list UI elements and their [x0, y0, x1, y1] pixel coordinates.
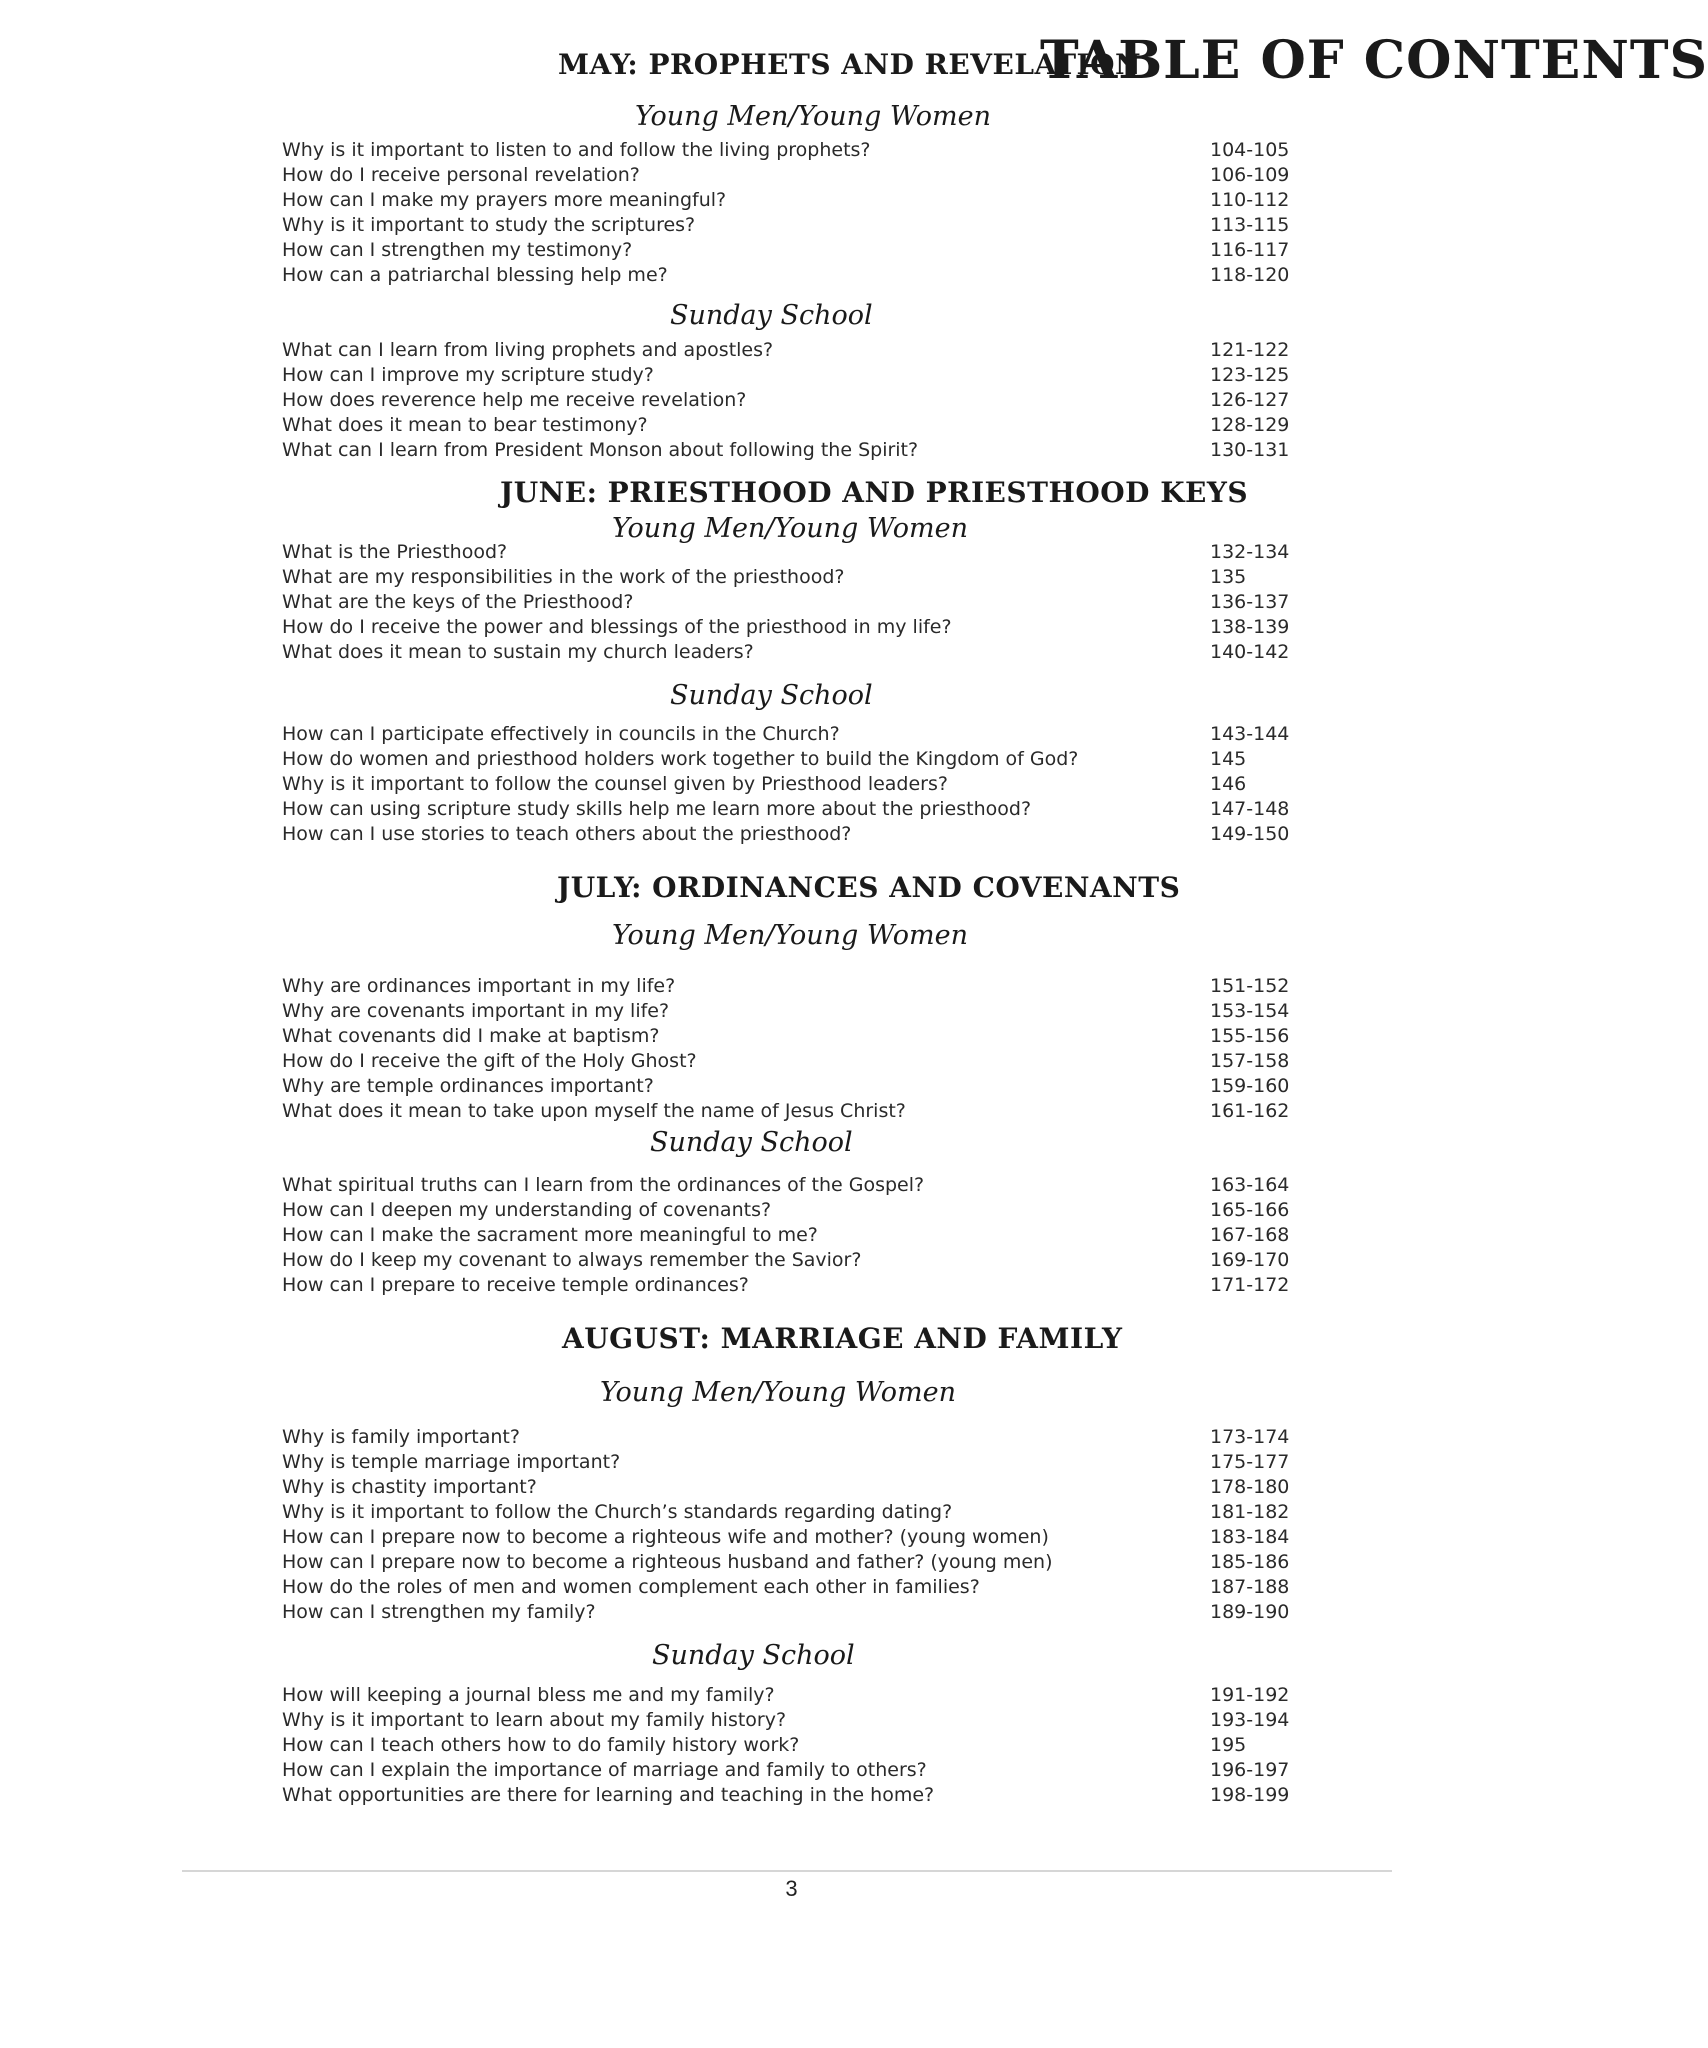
- toc-entry[interactable]: [282, 1500, 1302, 1525]
- entry-question: Why is it important to listen to and follow the living prophets?: [282, 139, 871, 161]
- toc-entry[interactable]: [282, 1575, 1302, 1600]
- entry-question: Why is it important to study the scriptures?: [282, 214, 696, 236]
- entry-pages: 161-162: [1210, 1100, 1290, 1122]
- toc-entry[interactable]: [282, 974, 1302, 999]
- entry-question: How can a patriarchal blessing help me?: [282, 264, 668, 286]
- entry-pages: 138-139: [1210, 616, 1290, 638]
- footer-divider: [182, 1870, 1392, 1872]
- entry-pages: 198-199: [1210, 1784, 1290, 1806]
- entry-question: What opportunities are there for learning and teaching in the home?: [282, 1784, 935, 1806]
- entry-question: How do I keep my covenant to always remember the Savior?: [282, 1249, 862, 1271]
- entry-pages: 128-129: [1210, 414, 1290, 436]
- toc-title: TABLE OF CONTENTS: [1040, 30, 1708, 91]
- subheading-may-ss: Sunday School: [670, 300, 873, 331]
- toc-entry[interactable]: [282, 797, 1302, 822]
- toc-entry[interactable]: [282, 438, 1302, 463]
- entry-pages: 146: [1210, 773, 1247, 795]
- toc-entry[interactable]: [282, 1450, 1302, 1475]
- entry-question: Why is it important to follow the counsel given by Priesthood leaders?: [282, 773, 948, 795]
- toc-entry[interactable]: [282, 747, 1302, 772]
- toc-entry[interactable]: [282, 565, 1302, 590]
- entry-question: How do I receive the gift of the Holy Ghost?: [282, 1050, 697, 1072]
- entry-question: Why are covenants important in my life?: [282, 1000, 670, 1022]
- page-number: 3: [785, 1876, 798, 1901]
- entry-pages: 181-182: [1210, 1501, 1290, 1523]
- toc-entry[interactable]: [282, 1049, 1302, 1074]
- subheading-june-ymyw: Young Men/Young Women: [612, 513, 969, 544]
- entry-question: How will keeping a journal bless me and my family?: [282, 1684, 775, 1706]
- entry-question: Why is family important?: [282, 1426, 520, 1448]
- toc-entry[interactable]: [282, 1273, 1302, 1298]
- entry-question: How can I strengthen my family?: [282, 1601, 596, 1623]
- entry-pages: 196-197: [1210, 1759, 1290, 1781]
- entry-pages: 121-122: [1210, 339, 1290, 361]
- toc-entry[interactable]: [282, 163, 1302, 188]
- entry-pages: 130-131: [1210, 439, 1290, 461]
- entry-pages: 193-194: [1210, 1709, 1290, 1731]
- entry-question: What is the Priesthood?: [282, 541, 508, 563]
- entry-question: How do I receive the power and blessings of the priesthood in my life?: [282, 616, 952, 638]
- toc-entry[interactable]: [282, 1708, 1302, 1733]
- entry-question: How can I prepare now to become a righteous husband and father? (young men): [282, 1551, 1053, 1573]
- entry-question: What does it mean to take upon myself the name of Jesus Christ?: [282, 1100, 906, 1122]
- toc-entry[interactable]: [282, 822, 1302, 847]
- entry-pages: 145: [1210, 748, 1247, 770]
- toc-entry[interactable]: [282, 590, 1302, 615]
- toc-entry[interactable]: [282, 615, 1302, 640]
- toc-entry[interactable]: [282, 1223, 1302, 1248]
- entry-pages: 195: [1210, 1734, 1247, 1756]
- entry-question: What does it mean to sustain my church leaders?: [282, 641, 754, 663]
- toc-entry[interactable]: [282, 1425, 1302, 1450]
- entry-pages: 116-117: [1210, 239, 1290, 261]
- entry-pages: 191-192: [1210, 1684, 1290, 1706]
- entry-question: How can I make my prayers more meaningful?: [282, 189, 727, 211]
- toc-entry[interactable]: [282, 1733, 1302, 1758]
- entry-question: How can using scripture study skills help me learn more about the priesthood?: [282, 798, 1032, 820]
- toc-entry[interactable]: [282, 1600, 1302, 1625]
- toc-entry[interactable]: [282, 338, 1302, 363]
- entry-pages: 169-170: [1210, 1249, 1290, 1271]
- entry-question: Why is it important to follow the Church’s standards regarding dating?: [282, 1501, 953, 1523]
- entry-question: What are my responsibilities in the work of the priesthood?: [282, 566, 845, 588]
- section-title-june: JUNE: PRIESTHOOD AND PRIESTHOOD KEYS: [500, 476, 1249, 509]
- toc-entry[interactable]: [282, 999, 1302, 1024]
- toc-entry[interactable]: [282, 213, 1302, 238]
- entry-pages: 104-105: [1210, 139, 1290, 161]
- toc-entry[interactable]: [282, 1758, 1302, 1783]
- entry-pages: 171-172: [1210, 1274, 1290, 1296]
- section-title-august: AUGUST: MARRIAGE AND FAMILY: [562, 1322, 1123, 1355]
- toc-entry[interactable]: [282, 1099, 1302, 1124]
- entry-pages: 126-127: [1210, 389, 1290, 411]
- toc-entry[interactable]: [282, 413, 1302, 438]
- toc-entry[interactable]: [282, 388, 1302, 413]
- subheading-august-ymyw: Young Men/Young Women: [600, 1377, 957, 1408]
- toc-entry[interactable]: [282, 1475, 1302, 1500]
- section-title-may: MAY: PROPHETS AND REVELATION: [558, 48, 1142, 81]
- entry-pages: 135: [1210, 566, 1247, 588]
- entry-question: How do the roles of men and women complement each other in families?: [282, 1576, 980, 1598]
- entry-question: How can I use stories to teach others about the priesthood?: [282, 823, 852, 845]
- entry-question: How can I deepen my understanding of covenants?: [282, 1199, 772, 1221]
- entry-question: How can I improve my scripture study?: [282, 364, 654, 386]
- toc-entry[interactable]: [282, 1173, 1302, 1198]
- entry-question: How do I receive personal revelation?: [282, 164, 640, 186]
- entry-question: What are the keys of the Priesthood?: [282, 591, 634, 613]
- entry-question: Why are temple ordinances important?: [282, 1075, 654, 1097]
- subheading-july-ss: Sunday School: [650, 1127, 853, 1158]
- entry-pages: 151-152: [1210, 975, 1290, 997]
- entry-pages: 175-177: [1210, 1451, 1290, 1473]
- entry-pages: 178-180: [1210, 1476, 1290, 1498]
- toc-entry[interactable]: [282, 1683, 1302, 1708]
- toc-entry[interactable]: [282, 1198, 1302, 1223]
- toc-entry[interactable]: [282, 1550, 1302, 1575]
- entry-question: What spiritual truths can I learn from the ordinances of the Gospel?: [282, 1174, 925, 1196]
- entry-pages: 118-120: [1210, 264, 1290, 286]
- entry-pages: 163-164: [1210, 1174, 1290, 1196]
- entry-pages: 153-154: [1210, 1000, 1290, 1022]
- subheading-may-ymyw: Young Men/Young Women: [635, 101, 992, 132]
- toc-entry[interactable]: [282, 238, 1302, 263]
- entry-question: Why are ordinances important in my life?: [282, 975, 676, 997]
- entry-question: Why is chastity important?: [282, 1476, 537, 1498]
- entry-question: How can I explain the importance of marriage and family to others?: [282, 1759, 927, 1781]
- entry-pages: 167-168: [1210, 1224, 1290, 1246]
- toc-entry[interactable]: [282, 722, 1302, 747]
- entry-question: How can I teach others how to do family history work?: [282, 1734, 800, 1756]
- entry-question: What can I learn from President Monson about following the Spirit?: [282, 439, 919, 461]
- toc-entry[interactable]: [282, 1248, 1302, 1273]
- entry-question: How can I prepare to receive temple ordinances?: [282, 1274, 749, 1296]
- entry-question: What can I learn from living prophets and apostles?: [282, 339, 774, 361]
- toc-entry[interactable]: [282, 138, 1302, 163]
- entry-question: How do women and priesthood holders work together to build the Kingdom of God?: [282, 748, 1079, 770]
- entry-pages: 185-186: [1210, 1551, 1290, 1573]
- entry-pages: 155-156: [1210, 1025, 1290, 1047]
- entry-pages: 110-112: [1210, 189, 1290, 211]
- subheading-june-ss: Sunday School: [670, 680, 873, 711]
- entry-pages: 165-166: [1210, 1199, 1290, 1221]
- entry-pages: 136-137: [1210, 591, 1290, 613]
- entry-pages: 143-144: [1210, 723, 1290, 745]
- entry-pages: 132-134: [1210, 541, 1290, 563]
- entry-question: What does it mean to bear testimony?: [282, 414, 648, 436]
- entry-question: Why is it important to learn about my family history?: [282, 1709, 787, 1731]
- toc-entry[interactable]: [282, 1525, 1302, 1550]
- entry-pages: 140-142: [1210, 641, 1290, 663]
- entry-pages: 159-160: [1210, 1075, 1290, 1097]
- toc-entry[interactable]: [282, 1024, 1302, 1049]
- entry-pages: 189-190: [1210, 1601, 1290, 1623]
- entry-question: How can I strengthen my testimony?: [282, 239, 633, 261]
- toc-entry[interactable]: [282, 188, 1302, 213]
- entry-pages: 173-174: [1210, 1426, 1290, 1448]
- entry-question: How can I prepare now to become a righteous wife and mother? (young women): [282, 1526, 1049, 1548]
- toc-entry[interactable]: [282, 1783, 1302, 1808]
- toc-entry[interactable]: [282, 263, 1302, 288]
- entry-question: Why is temple marriage important?: [282, 1451, 621, 1473]
- section-title-july: JULY: ORDINANCES AND COVENANTS: [557, 871, 1181, 904]
- subheading-july-ymyw: Young Men/Young Women: [612, 920, 969, 951]
- toc-entry[interactable]: [282, 772, 1302, 797]
- entry-pages: 147-148: [1210, 798, 1290, 820]
- subheading-august-ss: Sunday School: [652, 1640, 855, 1671]
- entry-question: How can I make the sacrament more meaningful to me?: [282, 1224, 818, 1246]
- toc-entry[interactable]: [282, 540, 1302, 565]
- entry-pages: 123-125: [1210, 364, 1290, 386]
- toc-entry[interactable]: [282, 363, 1302, 388]
- entry-question: How can I participate effectively in councils in the Church?: [282, 723, 840, 745]
- entry-question: What covenants did I make at baptism?: [282, 1025, 660, 1047]
- toc-entry[interactable]: [282, 1074, 1302, 1099]
- toc-entry[interactable]: [282, 640, 1302, 665]
- entry-pages: 157-158: [1210, 1050, 1290, 1072]
- entry-pages: 183-184: [1210, 1526, 1290, 1548]
- entry-pages: 149-150: [1210, 823, 1290, 845]
- entry-pages: 106-109: [1210, 164, 1290, 186]
- entry-pages: 187-188: [1210, 1576, 1290, 1598]
- entry-pages: 113-115: [1210, 214, 1290, 236]
- entry-question: How does reverence help me receive revelation?: [282, 389, 747, 411]
